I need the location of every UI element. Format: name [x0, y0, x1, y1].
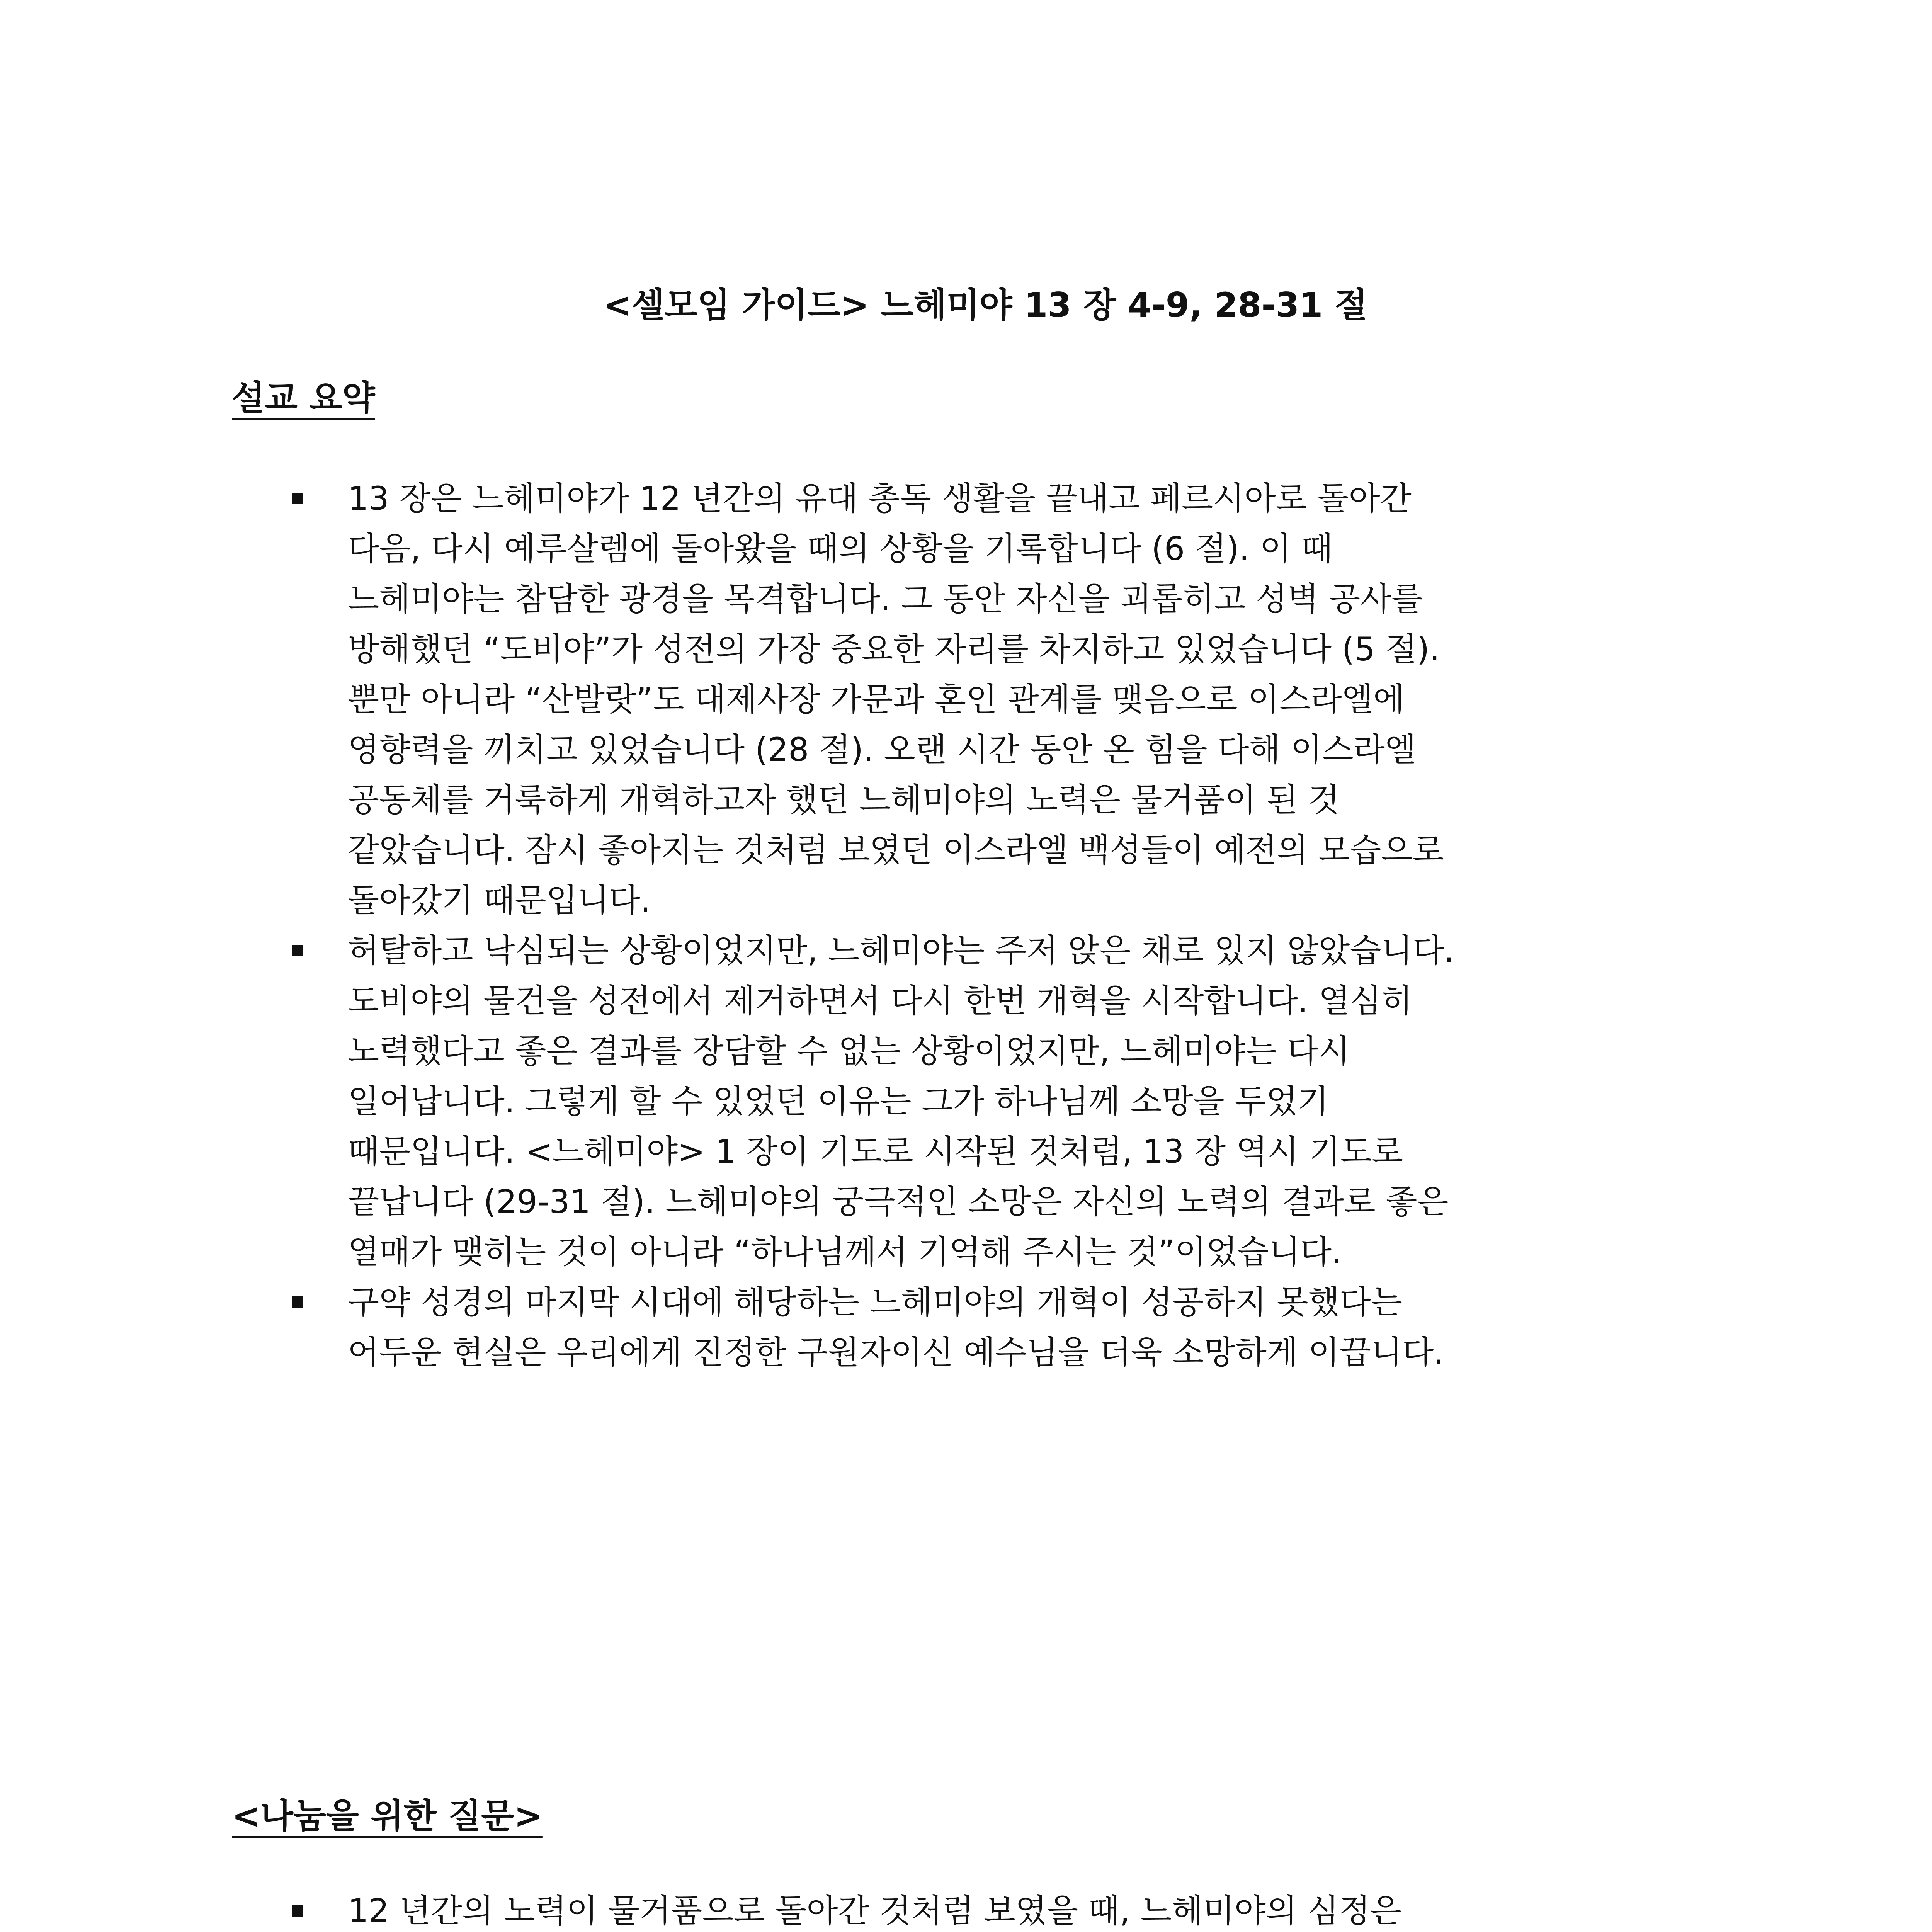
square-bullet-icon [292, 493, 303, 504]
sharing-questions-list [0, 1886, 1932, 1932]
summary-item-line: 열매가 맺히는 것이 아니라 “하나님께서 기억해 주시는 것”이었습니다. [348, 1233, 1342, 1271]
square-bullet-icon [292, 1296, 303, 1308]
summary-item-line: 일어납니다. 그렇게 할 수 있었던 이유는 그가 하나님께 소망을 두었기 [348, 1082, 1329, 1120]
summary-item-line: 구약 성경의 마지막 시대에 해당하는 느헤미야의 개혁이 성공하지 못했다는 [348, 1283, 1403, 1321]
square-bullet-icon [292, 1905, 303, 1917]
sermon-summary-list [0, 473, 1932, 1378]
summary-item-line: 같았습니다. 잠시 좋아지는 것처럼 보였던 이스라엘 백성들이 예전의 모습으로 [348, 831, 1444, 869]
section-heading-sermon-summary: 설교 요약 [232, 378, 375, 418]
summary-item-line: 노력했다고 좋은 결과를 장담할 수 없는 상황이었지만, 느헤미야는 다시 [348, 1032, 1350, 1070]
summary-item-line: 도비야의 물건을 성전에서 제거하면서 다시 한번 개혁을 시작합니다. 열심히 [348, 982, 1413, 1020]
summary-item-line: 느헤미야는 참담한 광경을 목격합니다. 그 동안 자신을 괴롭히고 성벽 공사를 [348, 580, 1423, 618]
document-title: <셀모임 가이드> 느헤미야 13 장 4-9, 28-31 절 [603, 285, 1368, 325]
summary-item-line: 뿐만 아니라 “산발랏”도 대제사장 가문과 혼인 관계를 맺음으로 이스라엘에 [348, 680, 1405, 718]
summary-item-line: 공동체를 거룩하게 개혁하고자 했던 느헤미야의 노력은 물거품이 된 것 [348, 781, 1340, 819]
summary-item-line: 영향력을 끼치고 있었습니다 (28 절). 오랜 시간 동안 온 힘을 다해 이스라엘 [348, 731, 1416, 769]
question-item-line: 12 년간의 노력이 물거품으로 돌아간 것처럼 보였을 때, 느헤미야의 심정은 [348, 1892, 1402, 1930]
summary-item-line: 때문입니다. <느헤미야> 1 장이 기도로 시작된 것처럼, 13 장 역시 기도로 [348, 1133, 1403, 1170]
summary-item [0, 1277, 1932, 1378]
summary-item-line: 13 장은 느헤미야가 12 년간의 유대 총독 생활을 끝내고 페르시아로 돌아간 [348, 480, 1412, 517]
summary-item-line: 허탈하고 낙심되는 상황이었지만, 느헤미야는 주저 앉은 채로 있지 않았습니다. [348, 932, 1454, 969]
summary-item-line: 어두운 현실은 우리에게 진정한 구원자이신 예수님을 더욱 소망하게 이끕니다. [348, 1333, 1444, 1371]
summary-item-line: 다음, 다시 예루살렘에 돌아왔을 때의 상황을 기록합니다 (6 절). 이 때 [348, 530, 1333, 568]
summary-item [0, 925, 1932, 1277]
summary-item-line: 끝납니다 (29-31 절). 느헤미야의 궁극적인 소망은 자신의 노력의 결과로 좋은 [348, 1183, 1449, 1221]
question-item [0, 1886, 1932, 1932]
section-heading-sharing-questions: <나눔을 위한 질문> [232, 1796, 543, 1836]
summary-item-line: 돌아갔기 때문입니다. [348, 881, 651, 919]
square-bullet-icon [292, 945, 303, 956]
summary-item [0, 473, 1932, 925]
summary-item-line: 방해했던 “도비야”가 성전의 가장 중요한 자리를 차지하고 있었습니다 (5 절). [348, 630, 1440, 668]
